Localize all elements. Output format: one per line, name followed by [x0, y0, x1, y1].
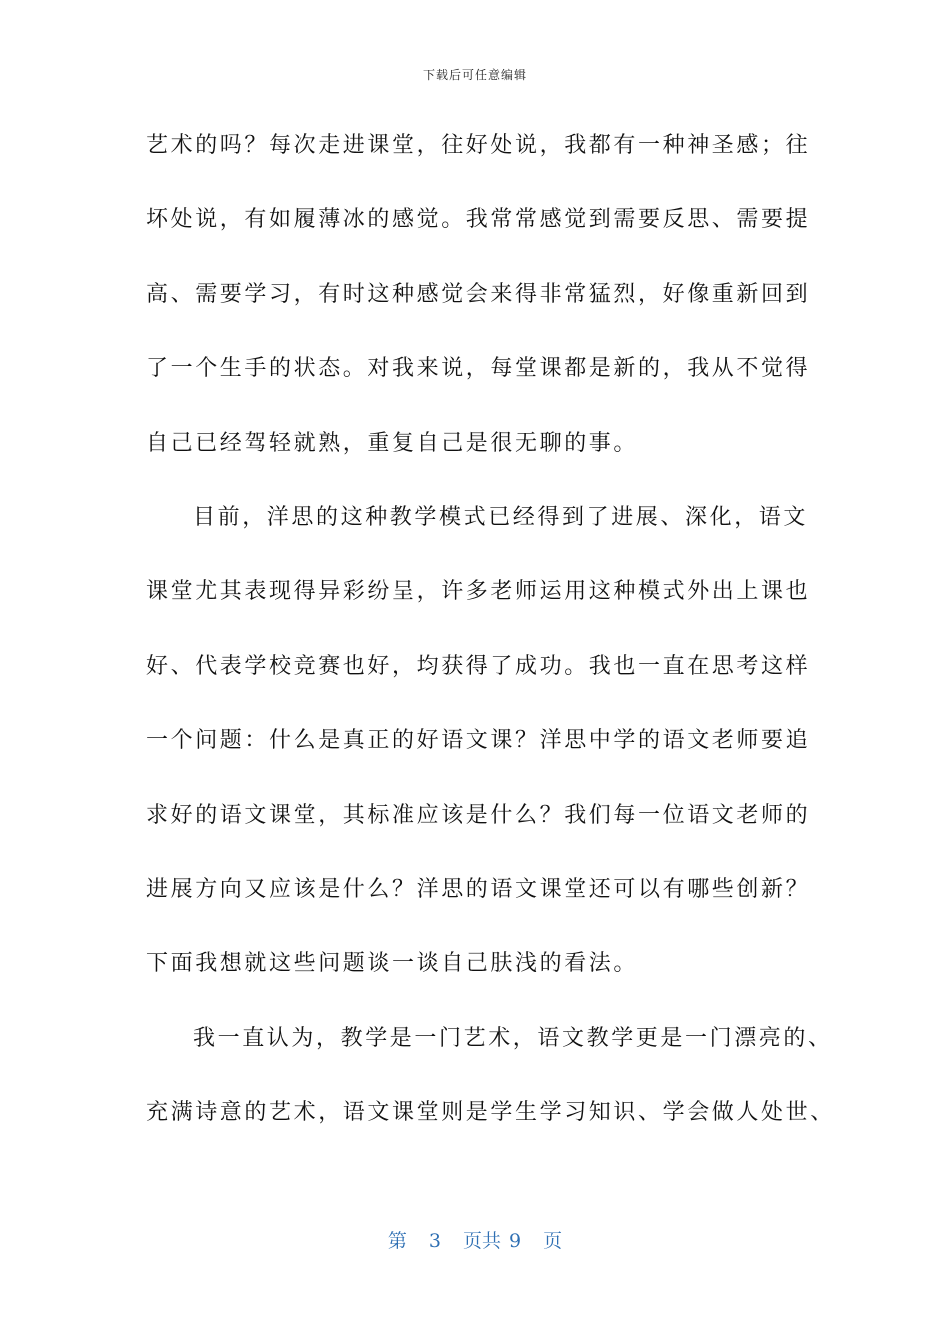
text-line: 坏处说，有如履薄冰的感觉。我常常感觉到需要反思、需要提	[146, 207, 811, 233]
text-line: 进展方向又应该是什么？洋思的语文课堂还可以有哪些创新？	[146, 876, 811, 902]
text-line: 下面我想就这些问题谈一谈自己肤浅的看法。	[146, 951, 639, 977]
document-body	[146, 124, 835, 1165]
text-line: 好、代表学校竞赛也好，均获得了成功。我也一直在思考这样	[146, 653, 811, 679]
page-total: 9	[509, 1230, 522, 1252]
page-suffix: 页	[543, 1230, 563, 1252]
page-total-label: 页共	[462, 1230, 501, 1252]
paragraph-start-line: 我一直认为，教学是一门艺术，语文教学更是一门漂亮的、	[193, 1025, 833, 1051]
text-line: 艺术的吗？每次走进课堂，往好处说，我都有一种神圣感；往	[146, 133, 811, 158]
paragraph-start-line: 目前，洋思的这种教学模式已经得到了进展、深化，语文	[193, 504, 809, 530]
text-line: 求好的语文课堂，其标准应该是什么？我们每一位语文老师的	[146, 802, 811, 828]
page-header: 下载后可任意编辑	[422, 68, 527, 82]
text-line: 高、需要学习，有时这种感觉会来得非常猛烈，好像重新回到	[146, 281, 811, 307]
text-line: 课堂尤其表现得异彩纷呈，许多老师运用这种模式外出上课也	[146, 579, 811, 605]
text-line: 充满诗意的艺术，语文课堂则是学生学习知识、学会做人处世、	[146, 1100, 835, 1126]
text-line: 一个问题：什么是真正的好语文课？洋思中学的语文老师要追	[146, 728, 811, 754]
text-line: 自己已经驾轻就熟，重复自己是很无聊的事。	[146, 430, 639, 456]
page-footer	[0, 1226, 950, 1253]
page-label: 第	[387, 1230, 407, 1252]
page-current: 3	[428, 1230, 441, 1252]
text-line: 了一个生手的状态。对我来说，每堂课都是新的，我从不觉得	[146, 356, 811, 382]
